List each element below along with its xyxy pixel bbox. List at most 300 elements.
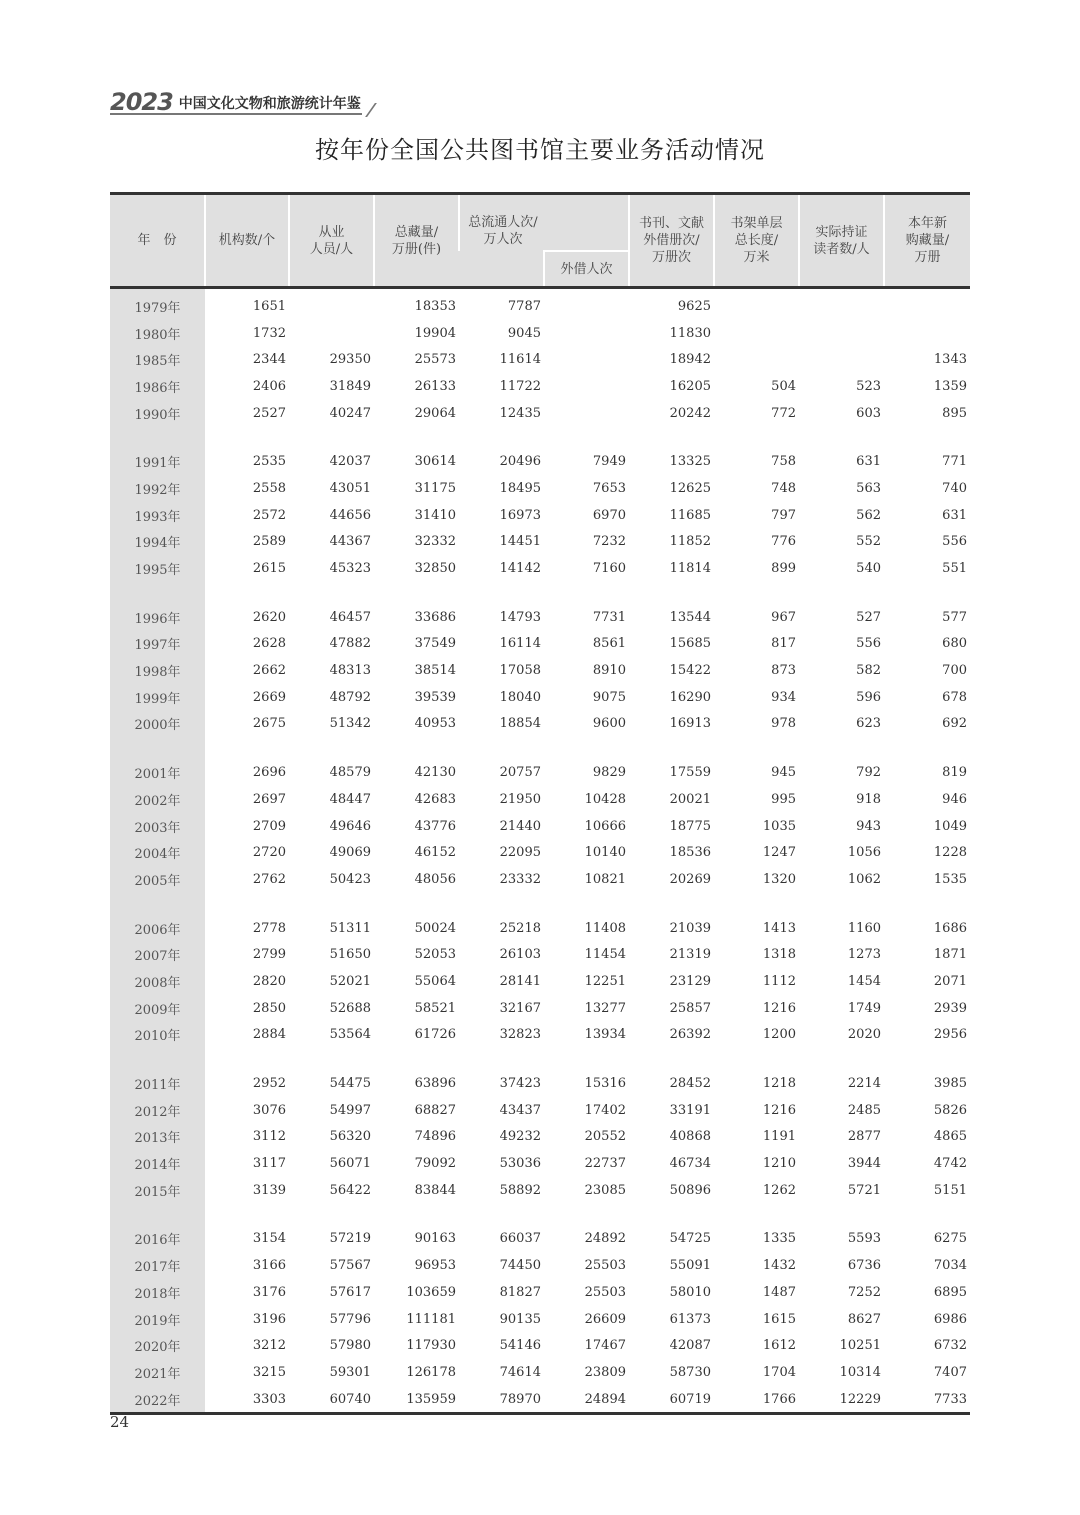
shelf-length-cell: 945 — [771, 765, 796, 781]
circulation-cell: 18495 — [499, 480, 541, 496]
circulation-cell: 20496 — [499, 454, 541, 470]
readers-cell: 540 — [856, 561, 881, 577]
staff-cell: 44367 — [329, 534, 371, 550]
new-acquisitions-cell: 692 — [942, 716, 967, 732]
circulation-cell: 14142 — [499, 561, 541, 577]
staff-cell: 56320 — [329, 1129, 371, 1145]
lending-visits-cell: 7731 — [592, 609, 626, 625]
institutions-cell: 2697 — [252, 791, 286, 807]
table-row — [110, 631, 970, 658]
table-row — [110, 448, 970, 475]
circulation-cell: 74614 — [499, 1364, 541, 1380]
collection-cell: 42683 — [414, 791, 456, 807]
new-acquisitions-cell: 551 — [942, 561, 967, 577]
row-year-cell: 1992年 — [110, 475, 205, 502]
circulation-cell: 25218 — [499, 920, 541, 936]
yearbook-title: 中国文化文物和旅游统计年鉴 — [178, 96, 361, 112]
shelf-length-cell: 967 — [771, 609, 796, 625]
staff-cell — [289, 320, 374, 347]
lending-visits-cell: 20552 — [584, 1129, 626, 1145]
staff-cell: 57796 — [329, 1311, 371, 1327]
loans-cell: 16290 — [669, 689, 711, 705]
readers-cell: 2020 — [847, 1027, 881, 1043]
loans-cell: 40868 — [669, 1129, 711, 1145]
staff-cell: 29350 — [329, 352, 371, 368]
lending-visits-cell — [544, 400, 629, 427]
group-spacer — [110, 737, 970, 759]
institutions-cell: 2620 — [252, 609, 286, 625]
collection-cell: 52053 — [414, 947, 456, 963]
loans-cell: 26392 — [669, 1027, 711, 1043]
readers-cell: 631 — [856, 454, 881, 470]
loans-cell: 46734 — [669, 1156, 711, 1172]
new-acquisitions-cell: 946 — [942, 791, 967, 807]
new-acquisitions-cell: 7034 — [933, 1258, 967, 1274]
circulation-cell: 54146 — [499, 1338, 541, 1354]
shelf-length-cell: 1218 — [762, 1076, 796, 1092]
shelf-length-cell: 1216 — [762, 1102, 796, 1118]
lending-visits-cell: 17402 — [584, 1102, 626, 1118]
staff-cell: 57617 — [329, 1284, 371, 1300]
col-shelf-header: 书架单层 总长度/ 万米 — [714, 194, 799, 288]
lending-visits-cell: 22737 — [584, 1156, 626, 1172]
lending-visits-cell: 23085 — [584, 1182, 626, 1198]
staff-cell: 48792 — [329, 689, 371, 705]
collection-cell: 42130 — [414, 765, 456, 781]
table-row — [110, 866, 970, 893]
institutions-cell: 2720 — [252, 845, 286, 861]
collection-cell: 31175 — [414, 480, 456, 496]
new-acquisitions-cell: 1049 — [933, 818, 967, 834]
shelf-length-cell: 758 — [771, 454, 796, 470]
row-year-cell: 1993年 — [110, 502, 205, 529]
loans-cell: 50896 — [669, 1182, 711, 1198]
group-spacer — [110, 426, 970, 448]
staff-cell: 56071 — [329, 1156, 371, 1172]
new-acquisitions-cell: 5826 — [933, 1102, 967, 1118]
loans-cell: 11814 — [669, 561, 711, 577]
circulation-cell: 14793 — [499, 609, 541, 625]
col-staff-header: 从业 人员/人 — [289, 194, 374, 288]
institutions-cell: 3215 — [252, 1364, 286, 1380]
row-year-cell: 2006年 — [110, 915, 205, 942]
circulation-cell: 49232 — [499, 1129, 541, 1145]
institutions-cell: 2535 — [252, 454, 286, 470]
shelf-length-cell: 1432 — [762, 1258, 796, 1274]
institutions-cell: 1651 — [252, 298, 286, 314]
institutions-cell: 3076 — [252, 1102, 286, 1118]
new-acquisitions-cell: 6275 — [933, 1231, 967, 1247]
row-year-cell: 2004年 — [110, 839, 205, 866]
loans-cell: 21039 — [669, 920, 711, 936]
table-row — [110, 759, 970, 786]
shelf-length-cell: 1216 — [762, 1000, 796, 1016]
institutions-cell: 2662 — [252, 663, 286, 679]
loans-cell: 16913 — [669, 716, 711, 732]
lending-visits-cell: 6970 — [592, 507, 626, 523]
lending-visits-cell: 26609 — [584, 1311, 626, 1327]
readers-cell: 8627 — [847, 1311, 881, 1327]
institutions-cell: 2709 — [252, 818, 286, 834]
loans-cell: 11830 — [669, 325, 711, 341]
group-spacer — [110, 1204, 970, 1226]
new-acquisitions-cell: 1871 — [933, 947, 967, 963]
institutions-cell: 2615 — [252, 561, 286, 577]
loans-cell: 15685 — [669, 636, 711, 652]
table-row — [110, 941, 970, 968]
new-acquisitions-cell: 6986 — [933, 1311, 967, 1327]
row-year-cell: 1996年 — [110, 604, 205, 631]
row-year-cell: 2017年 — [110, 1252, 205, 1279]
new-acquisitions-cell: 700 — [942, 663, 967, 679]
collection-cell: 55064 — [414, 973, 456, 989]
new-acquisitions-cell: 7407 — [933, 1364, 967, 1380]
row-year-cell: 1994年 — [110, 529, 205, 556]
shelf-length-cell: 1191 — [762, 1129, 796, 1145]
institutions-cell: 2778 — [252, 920, 286, 936]
staff-cell: 52688 — [329, 1000, 371, 1016]
loans-cell: 20021 — [669, 791, 711, 807]
shelf-length-cell: 776 — [771, 534, 796, 550]
staff-cell: 46457 — [329, 609, 371, 625]
table-body — [110, 288, 970, 1414]
circulation-cell: 23332 — [499, 871, 541, 887]
institutions-cell: 2572 — [252, 507, 286, 523]
new-acquisitions-cell: 631 — [942, 507, 967, 523]
new-acquisitions-cell: 1535 — [933, 871, 967, 887]
loans-cell: 58730 — [669, 1364, 711, 1380]
table-row — [110, 288, 970, 320]
row-year-cell: 2013年 — [110, 1124, 205, 1151]
new-acquisitions-cell: 6732 — [933, 1338, 967, 1354]
col-circulation-label: 总流通人次/ 万人次 — [468, 215, 538, 247]
table-row — [110, 346, 970, 373]
new-acquisitions-cell: 895 — [942, 405, 967, 421]
table-row — [110, 968, 970, 995]
shelf-length-cell: 797 — [771, 507, 796, 523]
col-circulation-header — [459, 194, 629, 252]
table-row — [110, 1097, 970, 1124]
col-readers-header: 实际持证 读者数/人 — [799, 194, 884, 288]
collection-cell: 50024 — [414, 920, 456, 936]
institutions-cell: 2628 — [252, 636, 286, 652]
readers-cell: 623 — [856, 716, 881, 732]
institutions-cell: 2952 — [252, 1076, 286, 1092]
staff-cell: 48313 — [329, 663, 371, 679]
new-acquisitions-cell: 6895 — [933, 1284, 967, 1300]
collection-cell: 33686 — [414, 609, 456, 625]
collection-cell: 46152 — [414, 845, 456, 861]
running-header — [110, 84, 361, 114]
row-year-cell: 2022年 — [110, 1386, 205, 1414]
loans-cell: 16205 — [669, 378, 711, 394]
collection-cell: 126178 — [406, 1364, 456, 1380]
circulation-cell: 53036 — [499, 1156, 541, 1172]
circulation-cell: 37423 — [499, 1076, 541, 1092]
lending-visits-cell: 11454 — [584, 947, 626, 963]
table-row — [110, 1022, 970, 1049]
collection-cell: 117930 — [406, 1338, 456, 1354]
institutions-cell: 2850 — [252, 1000, 286, 1016]
loans-cell: 20242 — [669, 405, 711, 421]
readers-cell — [799, 288, 884, 320]
lending-visits-cell: 10428 — [584, 791, 626, 807]
shelf-length-cell: 1615 — [762, 1311, 796, 1327]
table-row — [110, 1124, 970, 1151]
shelf-length-cell: 1704 — [762, 1364, 796, 1380]
row-year-cell: 1990年 — [110, 400, 205, 427]
col-acquisitions-header: 本年新 购藏量/ 万册 — [884, 194, 970, 288]
institutions-cell: 3139 — [252, 1182, 286, 1198]
institutions-cell: 3196 — [252, 1311, 286, 1327]
collection-cell: 103659 — [406, 1284, 456, 1300]
loans-cell: 23129 — [669, 973, 711, 989]
row-year-cell: 1991年 — [110, 448, 205, 475]
staff-cell: 53564 — [329, 1027, 371, 1043]
staff-cell: 51342 — [329, 716, 371, 732]
col-lending-header: 外借人次 — [544, 251, 629, 288]
collection-cell: 90163 — [414, 1231, 456, 1247]
institutions-cell: 3303 — [205, 1386, 289, 1414]
collection-cell: 37549 — [414, 636, 456, 652]
header-rule — [110, 113, 362, 115]
lending-visits-cell: 10666 — [584, 818, 626, 834]
staff-cell: 49646 — [329, 818, 371, 834]
loans-cell: 28452 — [669, 1076, 711, 1092]
new-acquisitions-cell — [884, 288, 970, 320]
table-row — [110, 1332, 970, 1359]
staff-cell: 59301 — [329, 1364, 371, 1380]
row-year-cell: 2010年 — [110, 1022, 205, 1049]
collection-cell: 19904 — [414, 325, 456, 341]
loans-cell: 11685 — [669, 507, 711, 523]
new-acquisitions-cell: 1686 — [933, 920, 967, 936]
group-spacer — [110, 1048, 970, 1070]
circulation-cell: 21440 — [499, 818, 541, 834]
circulation-cell: 32823 — [499, 1027, 541, 1043]
shelf-length-cell: 817 — [771, 636, 796, 652]
staff-cell: 51650 — [329, 947, 371, 963]
circulation-cell: 18854 — [499, 716, 541, 732]
shelf-length-cell: 1112 — [762, 973, 796, 989]
circulation-cell: 12435 — [499, 405, 541, 421]
readers-cell: 5593 — [847, 1231, 881, 1247]
readers-cell: 3944 — [847, 1156, 881, 1172]
institutions-cell: 3176 — [252, 1284, 286, 1300]
table-row — [110, 1386, 970, 1414]
table-row — [110, 320, 970, 347]
row-year-cell: 2003年 — [110, 813, 205, 840]
table-row — [110, 475, 970, 502]
table-row — [110, 915, 970, 942]
loans-cell: 13325 — [669, 454, 711, 470]
new-acquisitions-cell: 3985 — [933, 1076, 967, 1092]
staff-cell: 57567 — [329, 1258, 371, 1274]
row-year-cell: 2018年 — [110, 1279, 205, 1306]
institutions-cell: 2669 — [252, 689, 286, 705]
readers-cell: 1160 — [847, 920, 881, 936]
shelf-length-cell: 1413 — [762, 920, 796, 936]
table-row — [110, 1306, 970, 1333]
institutions-cell: 2696 — [252, 765, 286, 781]
table-row — [110, 995, 970, 1022]
loans-cell: 55091 — [669, 1258, 711, 1274]
table-row — [110, 1177, 970, 1204]
shelf-length-cell: 1210 — [762, 1156, 796, 1172]
staff-cell: 57980 — [329, 1338, 371, 1354]
collection-cell: 58521 — [414, 1000, 456, 1016]
row-year-cell: 2019年 — [110, 1306, 205, 1333]
collection-cell: 43776 — [414, 818, 456, 834]
staff-cell — [289, 288, 374, 320]
row-year-cell: 2005年 — [110, 866, 205, 893]
loans-cell: 18942 — [669, 352, 711, 368]
circulation-cell: 7787 — [507, 298, 541, 314]
row-year-cell: 2021年 — [110, 1359, 205, 1386]
institutions-cell: 2762 — [252, 871, 286, 887]
institutions-cell: 1732 — [252, 325, 286, 341]
circulation-cell: 17058 — [499, 663, 541, 679]
shelf-length-cell: 1320 — [762, 871, 796, 887]
table-row — [110, 604, 970, 631]
circulation-cell: 32167 — [499, 1000, 541, 1016]
row-year-cell: 2015年 — [110, 1177, 205, 1204]
institutions-cell: 2820 — [252, 973, 286, 989]
readers-cell: 582 — [856, 663, 881, 679]
col-collection-header: 总藏量/ 万册(件) — [374, 194, 459, 288]
loans-cell: 61373 — [669, 1311, 711, 1327]
staff-cell: 48579 — [329, 765, 371, 781]
collection-cell: 48056 — [414, 871, 456, 887]
new-acquisitions-cell: 680 — [942, 636, 967, 652]
staff-cell: 48447 — [329, 791, 371, 807]
new-acquisitions-cell: 1359 — [933, 378, 967, 394]
new-acquisitions-cell: 1228 — [933, 845, 967, 861]
row-year-cell: 2008年 — [110, 968, 205, 995]
lending-visits-cell: 10140 — [584, 845, 626, 861]
shelf-length-cell — [714, 346, 799, 373]
row-year-cell: 1986年 — [110, 373, 205, 400]
staff-cell: 49069 — [329, 845, 371, 861]
loans-cell: 33191 — [669, 1102, 711, 1118]
loans-cell: 60719 — [629, 1386, 714, 1414]
lending-visits-cell — [544, 320, 629, 347]
shelf-length-cell: 1247 — [762, 845, 796, 861]
institutions-cell: 2344 — [252, 352, 286, 368]
table-row — [110, 1359, 970, 1386]
lending-visits-cell: 9075 — [592, 689, 626, 705]
institutions-cell: 2406 — [252, 378, 286, 394]
col-year-header: 年 份 — [110, 194, 205, 288]
loans-cell: 12625 — [669, 480, 711, 496]
new-acquisitions-cell: 2939 — [933, 1000, 967, 1016]
circulation-cell: 20757 — [499, 765, 541, 781]
institutions-cell: 2675 — [252, 716, 286, 732]
table-row — [110, 839, 970, 866]
loans-cell: 9625 — [677, 298, 711, 314]
collection-cell: 30614 — [414, 454, 456, 470]
institutions-cell: 2527 — [252, 405, 286, 421]
readers-cell: 563 — [856, 480, 881, 496]
circulation-cell: 11614 — [499, 352, 541, 368]
readers-cell: 10314 — [839, 1364, 881, 1380]
staff-cell: 54997 — [329, 1102, 371, 1118]
collection-cell: 135959 — [374, 1386, 459, 1414]
readers-cell: 2214 — [847, 1076, 881, 1092]
readers-cell: 12229 — [799, 1386, 884, 1414]
readers-cell: 918 — [856, 791, 881, 807]
collection-cell: 26133 — [414, 378, 456, 394]
collection-cell: 83844 — [414, 1182, 456, 1198]
table-row — [110, 1070, 970, 1097]
loans-cell: 13544 — [669, 609, 711, 625]
new-acquisitions-cell: 2956 — [933, 1027, 967, 1043]
readers-cell: 10251 — [839, 1338, 881, 1354]
new-acquisitions-cell: 577 — [942, 609, 967, 625]
readers-cell — [799, 346, 884, 373]
readers-cell: 1749 — [847, 1000, 881, 1016]
institutions-cell: 3117 — [252, 1156, 286, 1172]
lending-visits-cell: 23809 — [584, 1364, 626, 1380]
table-row — [110, 1226, 970, 1253]
circulation-cell: 43437 — [499, 1102, 541, 1118]
loans-cell: 18775 — [669, 818, 711, 834]
circulation-cell: 28141 — [499, 973, 541, 989]
group-spacer — [110, 893, 970, 915]
table-row — [110, 786, 970, 813]
collection-cell: 25573 — [414, 352, 456, 368]
lending-visits-cell: 7653 — [592, 480, 626, 496]
readers-cell: 5721 — [847, 1182, 881, 1198]
institutions-cell: 3166 — [252, 1258, 286, 1274]
shelf-length-cell: 504 — [771, 378, 796, 394]
row-year-cell: 2000年 — [110, 711, 205, 738]
row-year-cell: 1998年 — [110, 657, 205, 684]
circulation-cell: 26103 — [499, 947, 541, 963]
readers-cell: 6736 — [847, 1258, 881, 1274]
table-row — [110, 502, 970, 529]
row-year-cell: 1980年 — [110, 320, 205, 347]
table-row — [110, 400, 970, 427]
lending-visits-cell: 11408 — [584, 920, 626, 936]
readers-cell: 1454 — [847, 973, 881, 989]
shelf-length-cell: 1035 — [762, 818, 796, 834]
shelf-length-cell: 1318 — [762, 947, 796, 963]
new-acquisitions-cell: 1343 — [933, 352, 967, 368]
circulation-cell: 66037 — [499, 1231, 541, 1247]
lending-visits-cell: 9600 — [592, 716, 626, 732]
row-year-cell: 2007年 — [110, 941, 205, 968]
row-year-cell: 2012年 — [110, 1097, 205, 1124]
row-year-cell: 1997年 — [110, 631, 205, 658]
new-acquisitions-cell: 771 — [942, 454, 967, 470]
row-year-cell: 2002年 — [110, 786, 205, 813]
group-spacer — [110, 582, 970, 604]
circulation-cell: 16114 — [499, 636, 541, 652]
circulation-cell: 22095 — [499, 845, 541, 861]
readers-cell: 603 — [856, 405, 881, 421]
lending-visits-cell: 8910 — [592, 663, 626, 679]
circulation-cell: 21950 — [499, 791, 541, 807]
lending-visits-cell: 13277 — [584, 1000, 626, 1016]
row-year-cell: 1999年 — [110, 684, 205, 711]
table-row — [110, 555, 970, 582]
readers-cell: 1056 — [847, 845, 881, 861]
loans-cell: 11852 — [669, 534, 711, 550]
institutions-cell: 3212 — [252, 1338, 286, 1354]
circulation-cell: 18040 — [499, 689, 541, 705]
col-institutions-header: 机构数/个 — [205, 194, 289, 288]
